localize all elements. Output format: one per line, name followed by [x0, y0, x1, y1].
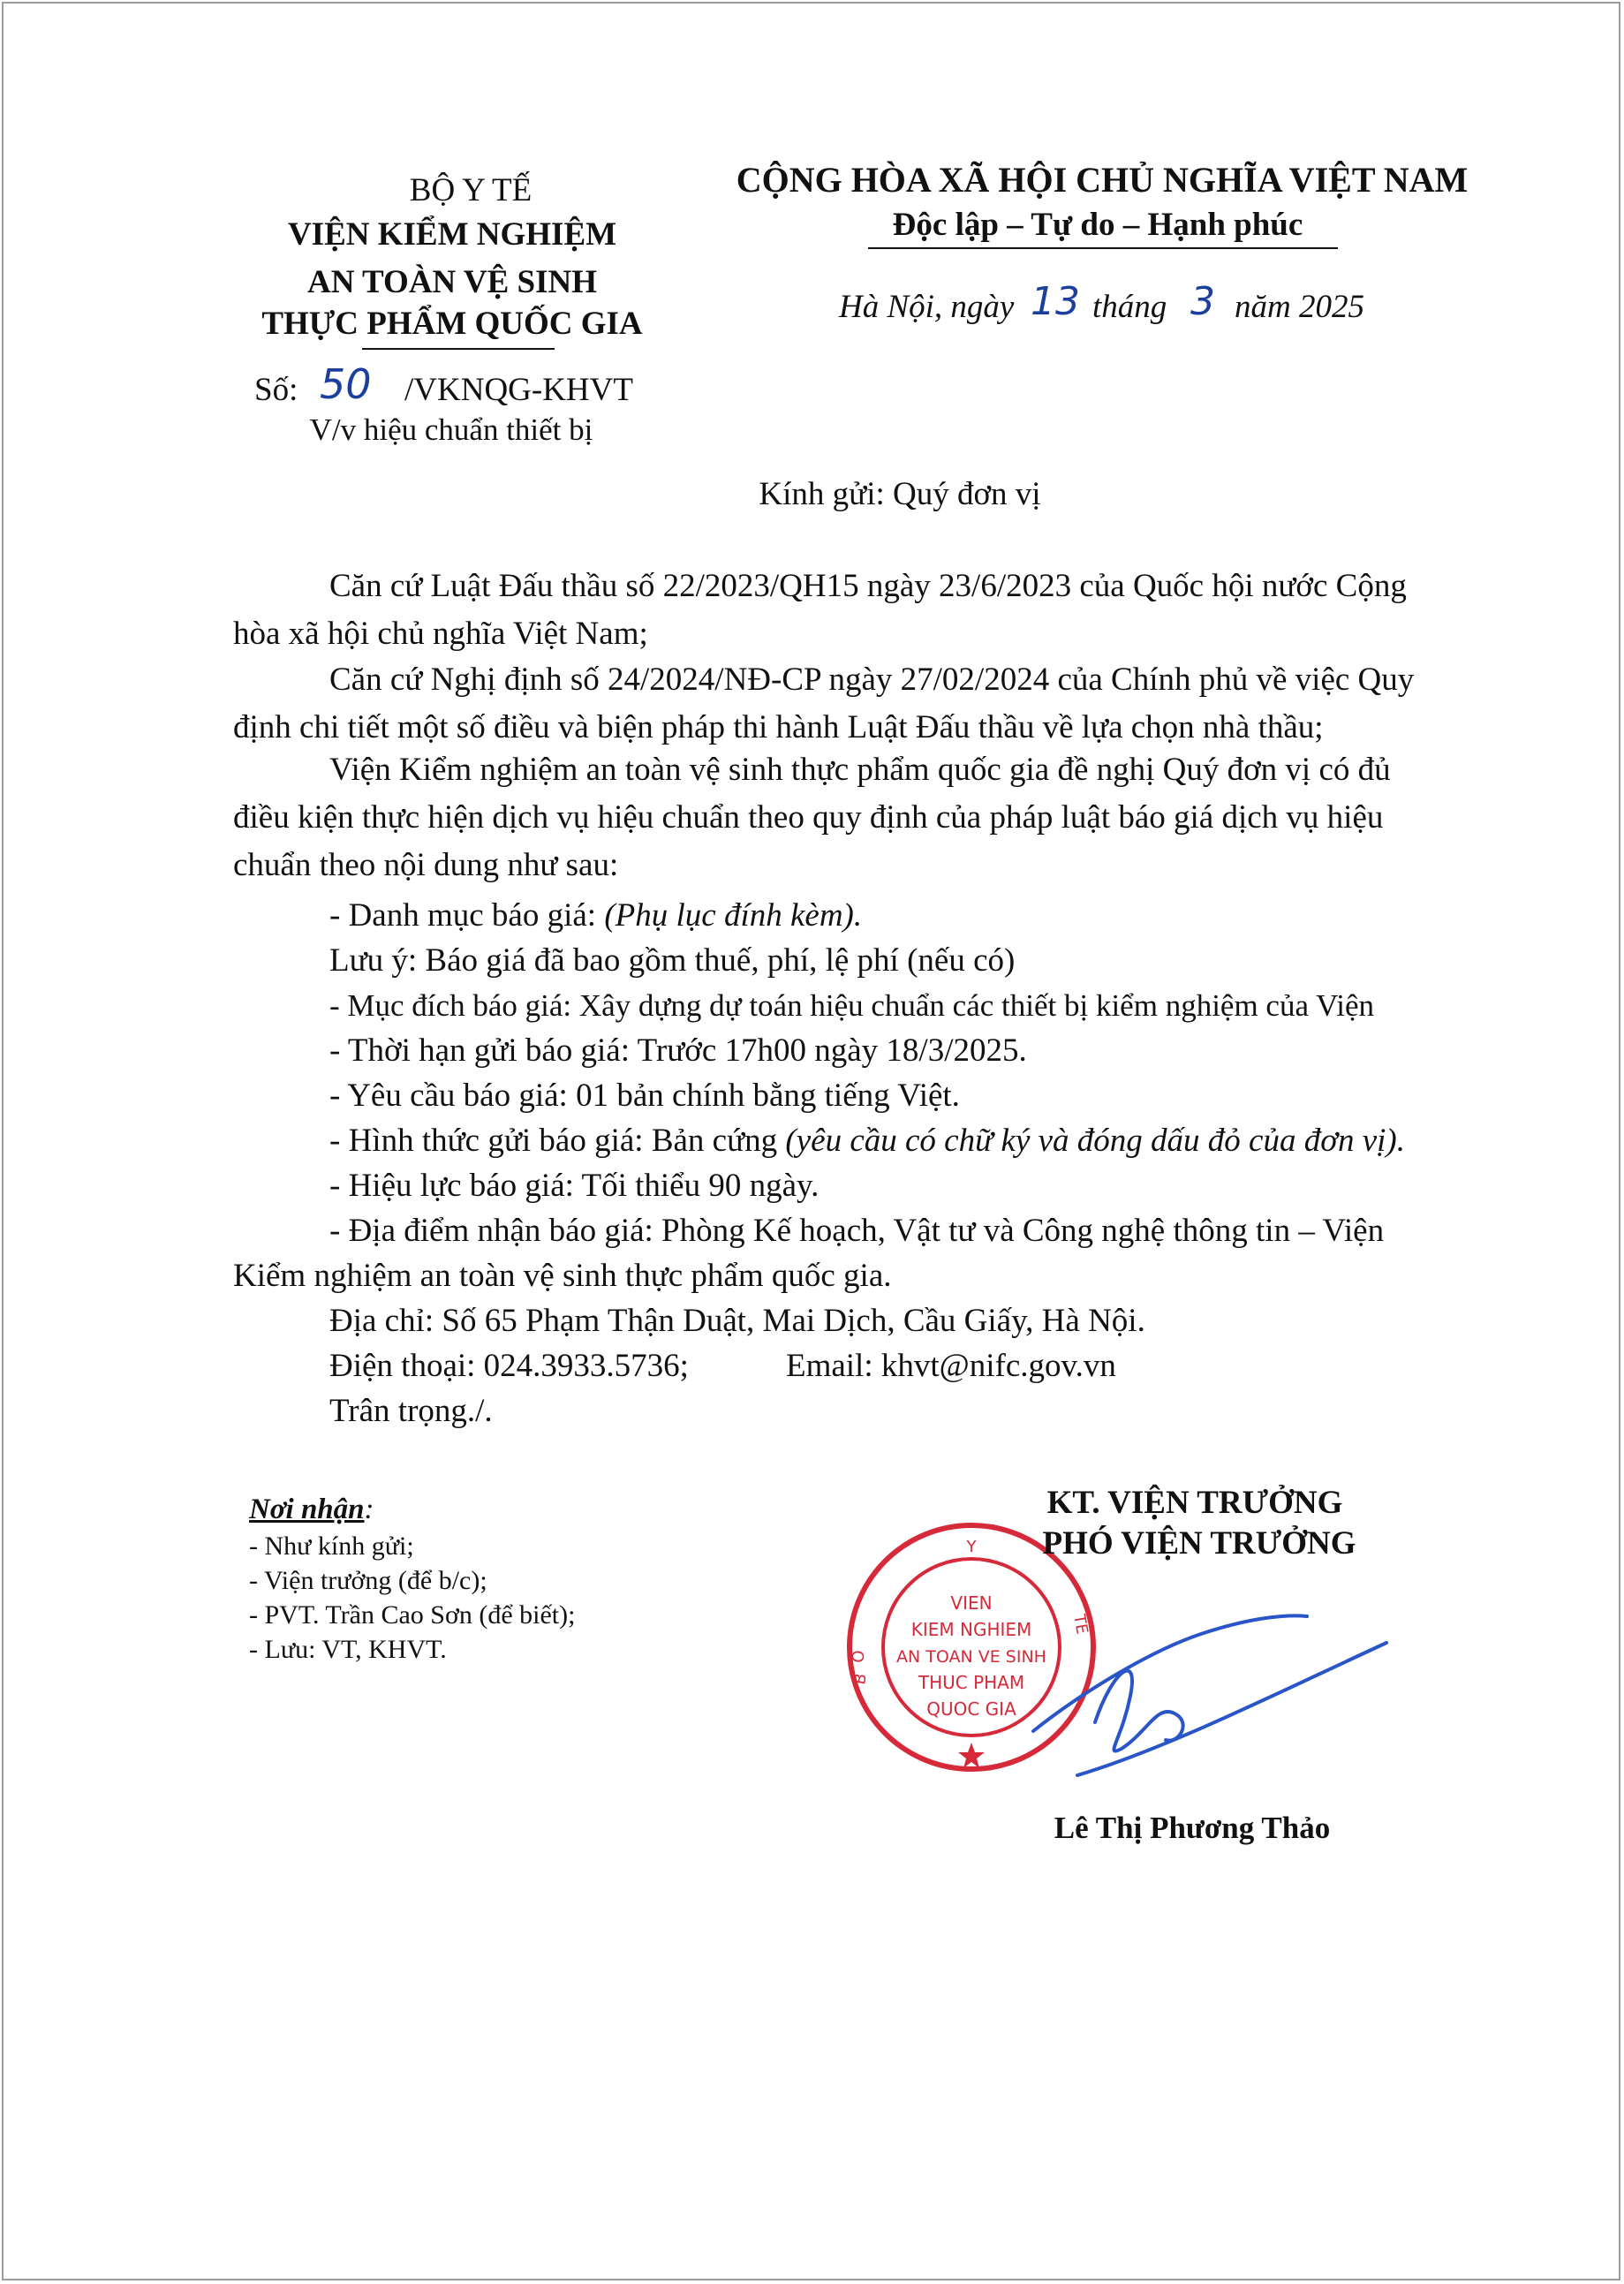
nation-title: CỘNG HÒA XÃ HỘI CHỦ NGHĨA VIỆT NAM [736, 160, 1469, 200]
date-month-label: tháng [1092, 289, 1167, 325]
stamp-text-line: VIEN [950, 1592, 993, 1614]
institute-underline [362, 348, 555, 350]
paragraph-line: chuẩn theo nội dung như sau: [233, 847, 619, 883]
signature-stroke [1077, 1643, 1386, 1775]
paragraph-line: Căn cứ Nghị định số 24/2024/NĐ-CP ngày 27/02/2024 của Chính phủ về việc Quy [329, 662, 1415, 698]
doc-subject: V/v hiệu chuẩn thiết bị [309, 412, 593, 447]
recipient-item: - Lưu: VT, KHVT. [249, 1635, 447, 1664]
stamp-text-line: QUOC GIA [926, 1698, 1016, 1720]
stamp-ring-left: B [850, 1672, 871, 1686]
paragraph-line: hòa xã hội chủ nghĩa Việt Nam; [233, 616, 648, 652]
stamp-text-line: KIEM NGHIEM [910, 1619, 1032, 1640]
recipient-item: - Như kính gửi; [249, 1531, 414, 1561]
recipient-item: - PVT. Trần Cao Sơn (để biết); [249, 1600, 576, 1630]
recipients-title: Nơi nhận: [249, 1494, 374, 1525]
paragraph-decree-basis [233, 656, 1414, 752]
email-address: Email: khvt@nifc.gov.vn [785, 1348, 1116, 1384]
doc-number-handwritten: 50 [320, 360, 372, 408]
closing-line: Trân trọng./. [329, 1393, 493, 1429]
institute-name-line3: THỰC PHẨM QUỐC GIA [261, 306, 643, 342]
stamp-text-line: AN TOAN VE SINH [896, 1647, 1046, 1667]
signer-title-line2: PHÓ VIỆN TRƯỞNG [1042, 1525, 1356, 1562]
paragraph-line: Căn cứ Luật Đấu thầu số 22/2023/QH15 ngày 23/6/2023 của Quốc hội nước Cộng [329, 568, 1407, 604]
stamp-ring-left2: O [849, 1649, 869, 1664]
list-item: - Mục đích báo giá: Xây dựng dự toán hiệu chuẩn các thiết bị kiểm nghiệm của Viện [329, 988, 1375, 1023]
date-prefix: Hà Nội, ngày [839, 289, 1015, 325]
doc-number-suffix: /VKNQG-KHVT [404, 372, 633, 408]
addressee: Kính gửi: Quý đơn vị [759, 476, 1041, 512]
list-item: - Danh mục báo giá: (Phụ lục đính kèm). [329, 897, 863, 934]
note-line: Lưu ý: Báo giá đã bao gồm thuế, phí, lệ phí (nếu có) [329, 942, 1016, 979]
list-item: - Hiệu lực báo giá: Tối thiểu 90 ngày. [329, 1168, 820, 1204]
phone-number: Điện thoại: 024.3933.5736; [329, 1348, 689, 1384]
signature-stroke [1033, 1615, 1307, 1731]
paragraph-line: điều kiện thực hiện dịch vụ hiệu chuẩn theo quy định của pháp luật báo giá dịch vụ hiệu [233, 799, 1384, 836]
list-item: - Hình thức gửi báo giá: Bản cứng (yêu cầu có chữ ký và đóng dấu đỏ của đơn vị). [329, 1123, 1405, 1159]
signer-title-line1: KT. VIỆN TRƯỞNG [1046, 1485, 1343, 1521]
stamp-star-icon [958, 1743, 985, 1768]
paragraph-request [233, 746, 1391, 889]
stamp-text-line: THUC PHAM [918, 1672, 1025, 1693]
contact-line [233, 1343, 1469, 1388]
stamp-ring-top: Y [966, 1538, 977, 1556]
nation-motto: Độc lập – Tự do – Hạnh phúc [892, 207, 1303, 243]
ministry-name: BỘ Y TẾ [409, 172, 533, 208]
institute-name-line1: VIỆN KIỂM NGHIỆM [287, 216, 617, 253]
recipients-block [249, 1493, 575, 1667]
stamp-ring-right: TẾ [1069, 1613, 1091, 1636]
recipient-item: - Viện trưởng (để b/c); [249, 1566, 487, 1595]
paragraph-law-basis [233, 563, 1407, 658]
list-item-continuation: Kiểm nghiệm an toàn vệ sinh thực phẩm quốc gia. [233, 1258, 892, 1294]
date-month-handwritten: 3 [1190, 279, 1215, 324]
signature-stroke [1095, 1671, 1183, 1751]
address-line: Địa chỉ: Số 65 Phạm Thận Duật, Mai Dịch, Cầu Giấy, Hà Nội. [329, 1303, 1145, 1339]
list-item: - Địa điểm nhận báo giá: Phòng Kế hoạch, Vật tư và Công nghệ thông tin – Viện [329, 1213, 1385, 1249]
doc-number-label: Số: [254, 372, 298, 408]
list-item: - Yêu cầu báo giá: 01 bản chính bằng tiếng Việt. [329, 1078, 960, 1114]
quotation-requirements [233, 893, 1469, 1433]
institute-name-line2: AN TOÀN VỆ SINH [307, 264, 597, 300]
paragraph-line: định chi tiết một số điều và biện pháp thi hành Luật Đấu thầu về lựa chọn nhà thầu; [233, 709, 1324, 745]
motto-underline [868, 247, 1338, 249]
handwritten-signature [1024, 1599, 1395, 1802]
date-day-handwritten: 13 [1031, 279, 1080, 324]
list-item: - Thời hạn gửi báo giá: Trước 17h00 ngày 18/3/2025. [329, 1032, 1027, 1069]
signer-name: Lê Thị Phương Thảo [1054, 1811, 1331, 1845]
paragraph-line: Viện Kiểm nghiệm an toàn vệ sinh thực phẩm quốc gia đề nghị Quý đơn vị có đủ [329, 752, 1391, 788]
date-year: năm 2025 [1235, 289, 1364, 325]
